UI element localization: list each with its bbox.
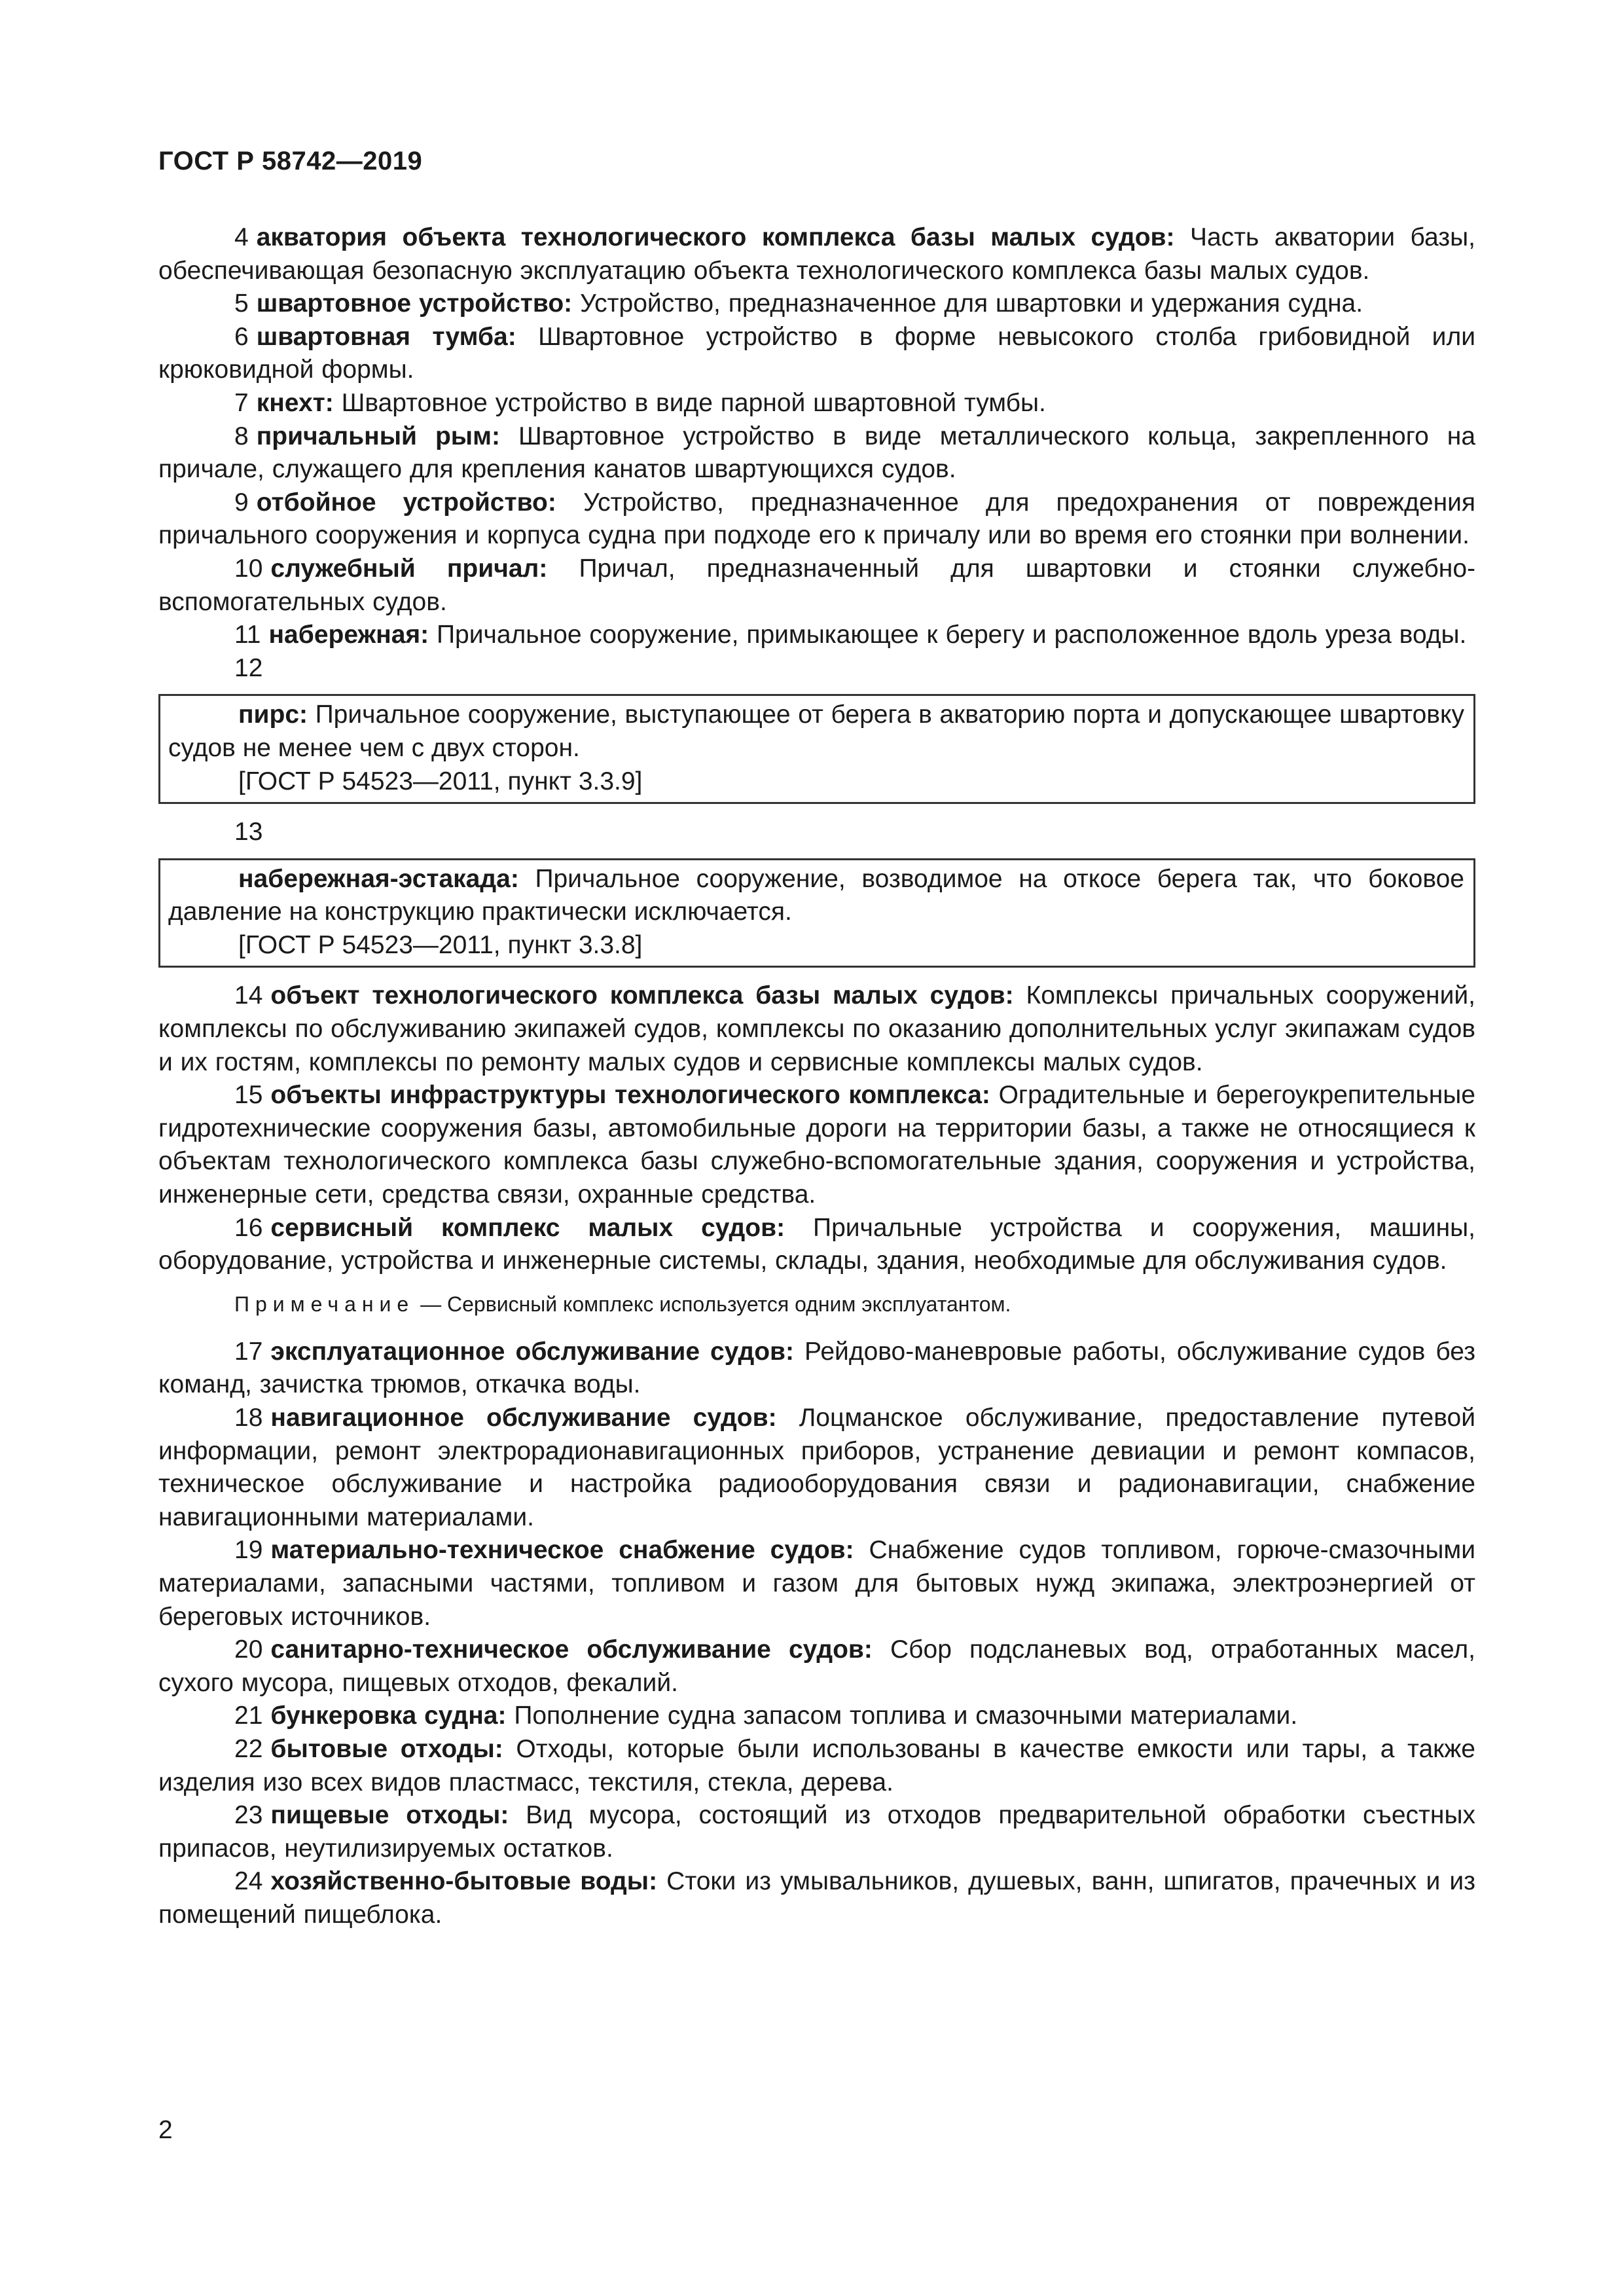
term-definition: Оградительные и берегоукрепительные гидротехнические сооружения базы, автомобильные дороги на территории базы, а также не относящиеся к объектам технологического комплекса базы служебно-вспомогательные здания, сооружения и устройства, инженерные сети, средства связи, охранные средства. xyxy=(158,1081,1475,1209)
term-title: служебный причал: xyxy=(270,554,548,583)
term-number: 5 xyxy=(234,289,249,318)
term-entry xyxy=(158,1079,1475,1211)
term-entry xyxy=(158,1865,1475,1931)
term-definition: Пополнение судна запасом топлива и смазочными материалами. xyxy=(514,1702,1298,1730)
term-definition: Швартовное устройство в форме невысокого столба грибовидной или крюковидной формы. xyxy=(158,322,1476,384)
term-entry xyxy=(158,619,1475,652)
term-number: 19 xyxy=(234,1536,263,1565)
term-definition: Устройство, предназначенное для предохранения от повреждения причального сооружения и корпуса судна при подходе его к причалу или во время его стоянки при волнении. xyxy=(158,488,1476,550)
term-title: навигационное обслуживание судов: xyxy=(270,1404,777,1432)
term-title: бытовые отходы: xyxy=(270,1734,503,1763)
page-number: 2 xyxy=(158,2116,173,2144)
term-number: 15 xyxy=(234,1081,263,1110)
term-number: 6 xyxy=(234,322,249,351)
term-title: объекты инфраструктуры технологического комплекса: xyxy=(270,1081,990,1110)
note-text: — Сервисный комплекс используется одним эксплуатантом. xyxy=(420,1292,1011,1316)
quoted-term-box xyxy=(158,694,1475,804)
term-title: материально-техническое снабжение судов: xyxy=(270,1536,854,1565)
term-definition: Швартовное устройство в виде металлического кольца, закрепленного на причале, служащего для крепления канатов швартующихся судов. xyxy=(158,422,1476,484)
term-number: 23 xyxy=(234,1801,263,1830)
term-number: 12 xyxy=(234,653,263,682)
term-entry xyxy=(158,321,1475,387)
term-definition: Комплексы причальных сооружений, комплексы по обслуживанию экипажей судов, комплексы по оказанию дополнительных услуг экипажам судов и их гостям, комплексы по ремонту малых судов и сервисные комплексы малых судов. xyxy=(158,981,1475,1076)
term-definition: Рейдово-маневровые работы, обслуживание судов без команд, зачистка трюмов, откачка воды. xyxy=(158,1337,1475,1399)
term-entry xyxy=(158,221,1475,287)
term-definition: Сбор подсланевых вод, отработанных масел, сухого мусора, пищевых отходов, фекалий. xyxy=(158,1635,1475,1697)
term-title: объект технологического комплекса базы малых судов: xyxy=(270,981,1014,1010)
term-entry xyxy=(158,553,1475,619)
source-reference: [ГОСТ Р 54523—2011, пункт 3.3.8] xyxy=(238,930,643,959)
term-definition: Устройство, предназначенное для швартовки и удержания судна. xyxy=(580,289,1363,318)
term-title: хозяйственно-бытовые воды: xyxy=(270,1867,658,1896)
terms-content xyxy=(158,221,1475,1932)
term-definition: Часть акватории базы, обеспечивающая безопасную эксплуатацию объекта технологического комплекса базы малых судов. xyxy=(158,223,1476,285)
term-number: 10 xyxy=(234,554,263,583)
term-definition: Причальное сооружение, возводимое на откосе берега так, что боковое давление на конструкцию практически исключается. xyxy=(168,864,1464,926)
term-definition: Причал, предназначенный для швартовки и стоянки служебно-вспомогательных судов. xyxy=(158,554,1476,616)
term-definition: Швартовное устройство в виде парной швартовной тумбы. xyxy=(341,388,1046,417)
term-number: 14 xyxy=(234,981,263,1010)
term-title: набережная: xyxy=(268,621,429,649)
term-entry xyxy=(158,1733,1475,1799)
term-title: пирс: xyxy=(238,701,308,729)
term-title: эксплуатационное обслуживание судов: xyxy=(270,1337,795,1366)
term-title: отбойное устройство: xyxy=(256,488,556,517)
term-title: причальный рым: xyxy=(256,422,500,450)
term-entry xyxy=(158,1799,1475,1865)
term-title: набережная-эстакада: xyxy=(238,864,519,893)
term-number: 24 xyxy=(234,1867,263,1896)
term-entry xyxy=(158,1336,1475,1402)
term-title: санитарно-техническое обслуживание судов: xyxy=(270,1635,873,1664)
term-definition: Причальное сооружение, выступающее от берега в акваторию порта и допускающее швартовку судов не менее чем с двух сторон. xyxy=(168,701,1465,762)
term-number: 11 xyxy=(234,621,261,649)
term-entry xyxy=(158,287,1475,321)
term-definition: Снабжение судов топливом, горюче-смазочными материалами, запасными частями, топливом и газом для бытовых нужд экипажа, электроэнергией от береговых источников. xyxy=(158,1536,1475,1631)
note xyxy=(158,1290,1475,1319)
term-entry xyxy=(158,1212,1475,1278)
term-entry xyxy=(158,486,1475,553)
boxed-term-entry xyxy=(168,699,1464,765)
term-number: 7 xyxy=(234,388,249,417)
quoted-term-box xyxy=(158,858,1475,968)
term-number: 13 xyxy=(234,818,263,847)
term-definition: Лоцманское обслуживание, предоставление путевой информации, ремонт электрорадионавигационных приборов, устранение девиации и ремонт компасов, техническое обслуживание и настройка радиооборудования связи и радионавигации, снабжение навигационными материалами. xyxy=(158,1404,1475,1531)
term-definition: Причальное сооружение, примыкающее к берегу и расположенное вдоль уреза воды. xyxy=(437,621,1467,649)
term-number: 4 xyxy=(234,223,249,251)
term-number: 9 xyxy=(234,488,249,517)
source-reference: [ГОСТ Р 54523—2011, пункт 3.3.9] xyxy=(238,767,643,795)
term-title: акватория объекта технологического комплекса базы малых судов: xyxy=(256,223,1175,251)
term-number: 20 xyxy=(234,1635,263,1664)
term-entry xyxy=(158,420,1475,486)
term-title: швартовная тумба: xyxy=(256,322,516,351)
term-entry xyxy=(158,979,1475,1079)
term-definition: Причальные устройства и сооружения, машины, оборудование, устройства и инженерные системы, склады, здания, необходимые для обслуживания судов. xyxy=(158,1213,1475,1275)
note-label: Примечание xyxy=(234,1292,415,1316)
term-title: швартовное устройство: xyxy=(256,289,573,318)
term-number: 8 xyxy=(234,422,249,450)
term-number: 22 xyxy=(234,1734,263,1763)
boxed-term-entry xyxy=(168,863,1464,929)
document-id-header: ГОСТ Р 58742—2019 xyxy=(158,147,423,175)
term-entry xyxy=(158,1633,1475,1700)
term-number: 21 xyxy=(234,1702,263,1730)
term-title: кнехт: xyxy=(256,388,334,417)
term-title: бункеровка судна: xyxy=(270,1702,507,1730)
term-entry xyxy=(158,1534,1475,1633)
term-title: сервисный комплекс малых судов: xyxy=(270,1213,785,1242)
term-definition: Стоки из умывальников, душевых, ванн, шпигатов, прачечных и из помещений пищеблока. xyxy=(158,1867,1476,1929)
term-number: 16 xyxy=(234,1213,263,1242)
term-number: 17 xyxy=(234,1337,263,1366)
term-entry xyxy=(158,387,1475,420)
term-entry xyxy=(158,1402,1475,1534)
term-definition: Вид мусора, состоящий из отходов предварительной обработки съестных припасов, неутилизируемых остатков. xyxy=(158,1801,1475,1863)
term-entry xyxy=(158,1700,1475,1733)
term-number: 18 xyxy=(234,1404,263,1432)
term-title: пищевые отходы: xyxy=(270,1801,509,1830)
term-definition: Отходы, которые были использованы в качестве емкости или тары, а также изделия изо всех видов пластмасс, текстиля, стекла, дерева. xyxy=(158,1734,1475,1796)
